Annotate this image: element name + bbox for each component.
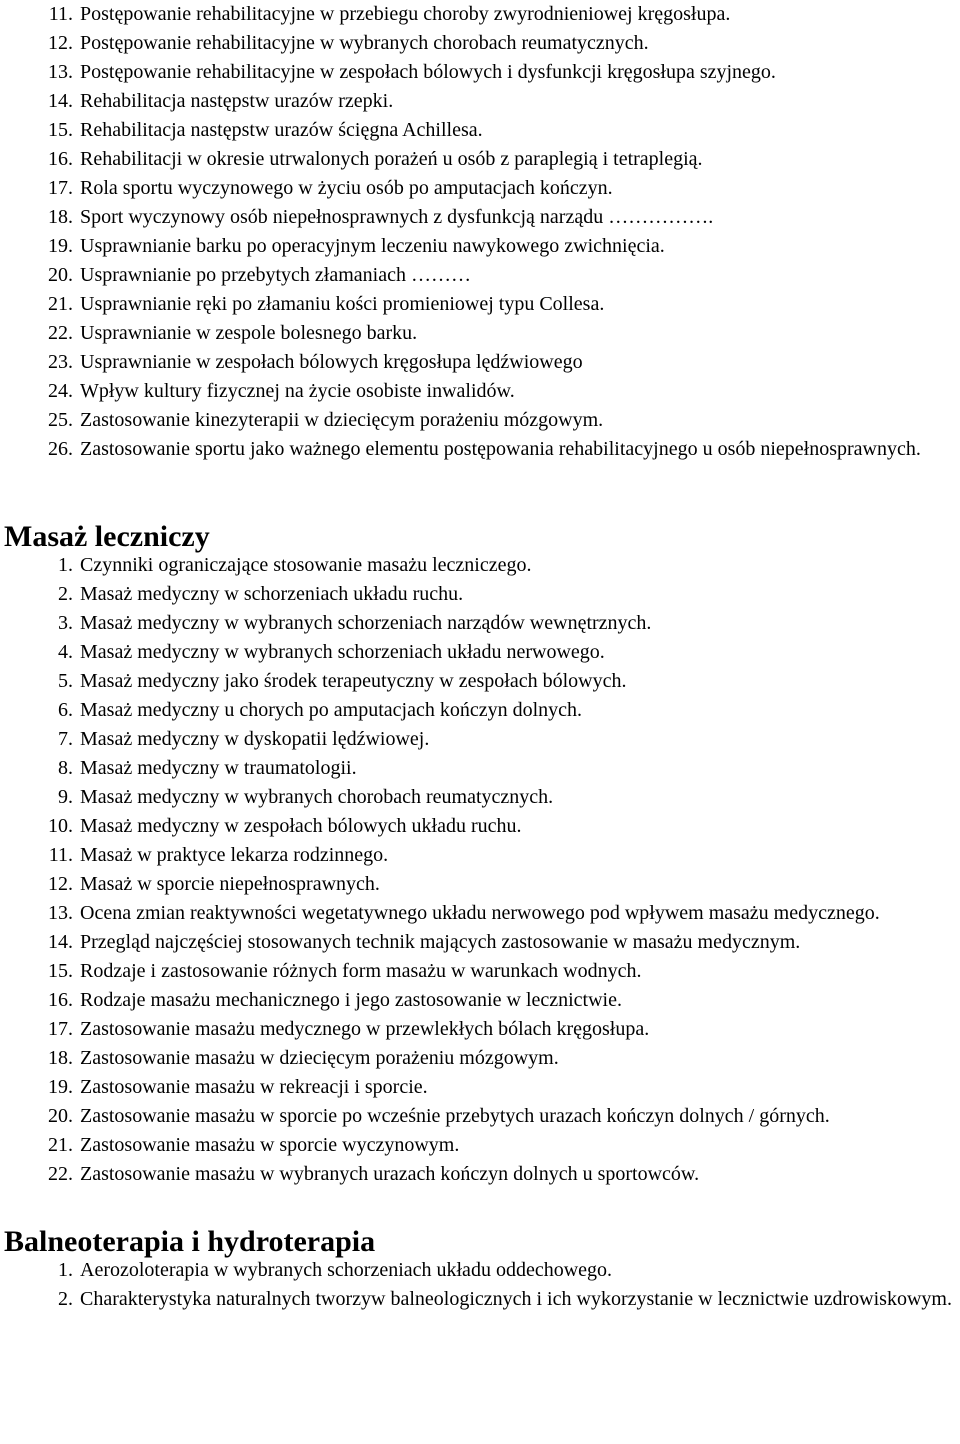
item-number-label: 15. <box>48 119 73 141</box>
item-text: Zastosowanie masażu w wybranych urazach kończyn dolnych u sportowców. <box>80 1163 700 1185</box>
list-item <box>0 348 960 377</box>
item-number-label: 24. <box>48 380 73 402</box>
item-number-label: 6. <box>58 699 73 721</box>
item-number-label: 22. <box>48 322 73 344</box>
item-text: Postępowanie rehabilitacyjne w zespołach bólowych i dysfunkcji kręgosłupa szyjnego. <box>80 61 776 83</box>
item-number-label: 18. <box>48 1047 73 1069</box>
list-item <box>0 174 960 203</box>
item-text: Rehabilitacji w okresie utrwalonych porażeń u osób z paraplegią i tetraplegią. <box>80 148 703 170</box>
item-text: Czynniki ograniczające stosowanie masażu leczniczego. <box>80 554 532 576</box>
item-number <box>0 1044 80 1073</box>
item-text: Usprawnianie w zespole bolesnego barku. <box>80 322 418 344</box>
item-number-label: 9. <box>58 786 73 808</box>
list-item <box>0 957 960 986</box>
item-number-label: 17. <box>48 177 73 199</box>
item-text: Masaż medyczny w traumatologii. <box>80 757 357 779</box>
list-item <box>0 1044 960 1073</box>
item-number <box>0 435 80 464</box>
list-item <box>0 1285 960 1314</box>
list-item <box>0 986 960 1015</box>
item-number <box>0 232 80 261</box>
item-number-label: 5. <box>58 670 73 692</box>
list-item <box>0 783 960 812</box>
item-text: Przegląd najczęściej stosowanych technik mających zastosowanie w masażu medycznym. <box>80 931 801 953</box>
item-number-label: 18. <box>48 206 73 228</box>
item-text: Sport wyczynowy osób niepełnosprawnych z dysfunkcją narządu ……………. <box>80 206 714 228</box>
item-number-label: 12. <box>48 32 73 54</box>
item-number <box>0 667 80 696</box>
list-item <box>0 203 960 232</box>
item-text: Zastosowanie masażu w sporcie wyczynowym. <box>80 1134 460 1156</box>
list-item <box>0 667 960 696</box>
list-item <box>0 928 960 957</box>
item-number-label: 7. <box>58 728 73 750</box>
list-item <box>0 145 960 174</box>
item-text: Masaż medyczny w schorzeniach układu ruchu. <box>80 583 464 605</box>
item-number <box>0 580 80 609</box>
list-item <box>0 899 960 928</box>
list-item <box>0 725 960 754</box>
item-number <box>0 203 80 232</box>
list-item <box>0 435 960 464</box>
item-text: Zastosowanie sportu jako ważnego elementu postępowania rehabilitacyjnego u osób niepełnosprawnych. <box>80 438 921 460</box>
item-number-label: 2. <box>58 583 73 605</box>
item-number-label: 10. <box>48 815 73 837</box>
item-text: Zastosowanie masażu w sporcie po wcześnie przebytych urazach kończyn dolnych / górnych. <box>80 1105 830 1127</box>
item-number-label: 25. <box>48 409 73 431</box>
list-item <box>0 232 960 261</box>
item-text: Ocena zmian reaktywności wegetatywnego układu nerwowego pod wpływem masażu medycznego. <box>80 902 880 924</box>
item-text: Usprawnianie barku po operacyjnym leczeniu nawykowego zwichnięcia. <box>80 235 665 257</box>
item-text: Rehabilitacja następstw urazów ścięgna Achillesa. <box>80 119 483 141</box>
item-text: Masaż medyczny w zespołach bólowych układu ruchu. <box>80 815 522 837</box>
list-item <box>0 841 960 870</box>
item-number <box>0 406 80 435</box>
item-number <box>0 87 80 116</box>
item-number <box>0 0 80 29</box>
item-text: Rodzaje masażu mechanicznego i jego zastosowanie w lecznictwie. <box>80 989 622 1011</box>
item-number-label: 26. <box>48 438 73 460</box>
item-number <box>0 928 80 957</box>
item-text: Charakterystyka naturalnych tworzyw balneologicznych i ich wykorzystanie w lecznictwie uzdrowiskowym. <box>80 1288 952 1310</box>
balneotherapy-topics-list <box>0 1256 960 1314</box>
item-text: Postępowanie rehabilitacyjne w przebiegu choroby zwyrodnieniowej kręgosłupa. <box>80 3 731 25</box>
item-text: Rodzaje i zastosowanie różnych form masażu w warunkach wodnych. <box>80 960 642 982</box>
item-text: Zastosowanie masażu w dziecięcym porażeniu mózgowym. <box>80 1047 559 1069</box>
list-item <box>0 609 960 638</box>
item-text: Masaż medyczny w dyskopatii lędźwiowej. <box>80 728 430 750</box>
list-item <box>0 1073 960 1102</box>
section-heading-masaz: Masaż leczniczy <box>4 520 210 553</box>
massage-topics-list <box>0 551 960 1189</box>
item-number <box>0 174 80 203</box>
item-text: Rehabilitacja następstw urazów rzepki. <box>80 90 394 112</box>
item-text: Usprawnianie po przebytych złamaniach ……… <box>80 264 471 286</box>
item-number <box>0 319 80 348</box>
item-number <box>0 957 80 986</box>
item-text: Usprawnianie w zespołach bólowych kręgosłupa lędźwiowego <box>80 351 583 373</box>
item-number <box>0 261 80 290</box>
item-text: Zastosowanie masażu medycznego w przewlekłych bólach kręgosłupa. <box>80 1018 650 1040</box>
list-item <box>0 377 960 406</box>
section-gap <box>0 464 960 522</box>
item-number <box>0 754 80 783</box>
item-number-label: 19. <box>48 235 73 257</box>
item-text: Rola sportu wyczynowego w życiu osób po amputacjach kończyn. <box>80 177 613 199</box>
rehabilitation-topics-list <box>0 0 960 464</box>
item-number <box>0 899 80 928</box>
list-item <box>0 87 960 116</box>
item-text: Usprawnianie ręki po złamaniu kości promieniowej typu Collesa. <box>80 293 605 315</box>
item-number <box>0 290 80 319</box>
item-number-label: 16. <box>48 989 73 1011</box>
item-number <box>0 609 80 638</box>
list-item <box>0 1015 960 1044</box>
list-item <box>0 696 960 725</box>
item-number <box>0 986 80 1015</box>
list-item <box>0 1160 960 1189</box>
item-text: Masaż medyczny w wybranych chorobach reumatycznych. <box>80 786 554 808</box>
item-number <box>0 145 80 174</box>
item-number <box>0 551 80 580</box>
item-number <box>0 812 80 841</box>
item-number <box>0 783 80 812</box>
item-number-label: 23. <box>48 351 73 373</box>
item-number-label: 1. <box>58 554 73 576</box>
list-item <box>0 551 960 580</box>
item-number-label: 17. <box>48 1018 73 1040</box>
list-item <box>0 58 960 87</box>
item-number-label: 21. <box>48 1134 73 1156</box>
item-number-label: 15. <box>48 960 73 982</box>
list-item <box>0 116 960 145</box>
item-number <box>0 29 80 58</box>
list-item <box>0 754 960 783</box>
list-item <box>0 580 960 609</box>
item-text: Aerozoloterapia w wybranych schorzeniach układu oddechowego. <box>80 1259 613 1281</box>
section-heading-balneo: Balneoterapia i hydroterapia <box>4 1225 376 1258</box>
item-number-label: 16. <box>48 148 73 170</box>
item-number <box>0 696 80 725</box>
list-item <box>0 29 960 58</box>
list-item <box>0 870 960 899</box>
item-text: Masaż medyczny jako środek terapeutyczny w zespołach bólowych. <box>80 670 627 692</box>
list-item <box>0 1131 960 1160</box>
item-number <box>0 870 80 899</box>
item-number-label: 14. <box>48 90 73 112</box>
item-text: Masaż w sporcie niepełnosprawnych. <box>80 873 380 895</box>
item-number-label: 12. <box>48 873 73 895</box>
item-text: Zastosowanie masażu w rekreacji i sporcie. <box>80 1076 428 1098</box>
item-number-label: 11. <box>48 3 73 25</box>
item-number <box>0 638 80 667</box>
item-number-label: 20. <box>48 264 73 286</box>
list-item <box>0 290 960 319</box>
list-item <box>0 0 960 29</box>
item-number <box>0 1285 80 1314</box>
item-number <box>0 1073 80 1102</box>
item-number-label: 13. <box>48 902 73 924</box>
item-number <box>0 1131 80 1160</box>
item-number-label: 2. <box>58 1288 73 1310</box>
item-number-label: 20. <box>48 1105 73 1127</box>
item-number <box>0 348 80 377</box>
item-text: Masaż medyczny u chorych po amputacjach kończyn dolnych. <box>80 699 583 721</box>
item-number-label: 14. <box>48 931 73 953</box>
item-text: Masaż medyczny w wybranych schorzeniach układu nerwowego. <box>80 641 605 663</box>
item-number <box>0 58 80 87</box>
list-item <box>0 319 960 348</box>
item-number-label: 4. <box>58 641 73 663</box>
item-number-label: 1. <box>58 1259 73 1281</box>
item-number-label: 19. <box>48 1076 73 1098</box>
section-gap <box>0 1189 960 1227</box>
item-number <box>0 1015 80 1044</box>
item-number-label: 3. <box>58 612 73 634</box>
list-item <box>0 261 960 290</box>
item-number <box>0 841 80 870</box>
list-item <box>0 812 960 841</box>
item-number <box>0 116 80 145</box>
item-number-label: 8. <box>58 757 73 779</box>
item-number-label: 21. <box>48 293 73 315</box>
item-text: Masaż w praktyce lekarza rodzinnego. <box>80 844 389 866</box>
list-item <box>0 1256 960 1285</box>
item-number-label: 13. <box>48 61 73 83</box>
item-text: Masaż medyczny w wybranych schorzeniach narządów wewnętrznych. <box>80 612 652 634</box>
item-number <box>0 377 80 406</box>
list-item <box>0 638 960 667</box>
item-text: Postępowanie rehabilitacyjne w wybranych chorobach reumatycznych. <box>80 32 649 54</box>
list-item <box>0 406 960 435</box>
item-number <box>0 1160 80 1189</box>
item-text: Wpływ kultury fizycznej na życie osobiste inwalidów. <box>80 380 515 402</box>
list-item <box>0 1102 960 1131</box>
item-number <box>0 1256 80 1285</box>
item-number <box>0 725 80 754</box>
item-number <box>0 1102 80 1131</box>
item-number-label: 22. <box>48 1163 73 1185</box>
item-number-label: 11. <box>48 844 73 866</box>
item-text: Zastosowanie kinezyterapii w dziecięcym porażeniu mózgowym. <box>80 409 604 431</box>
